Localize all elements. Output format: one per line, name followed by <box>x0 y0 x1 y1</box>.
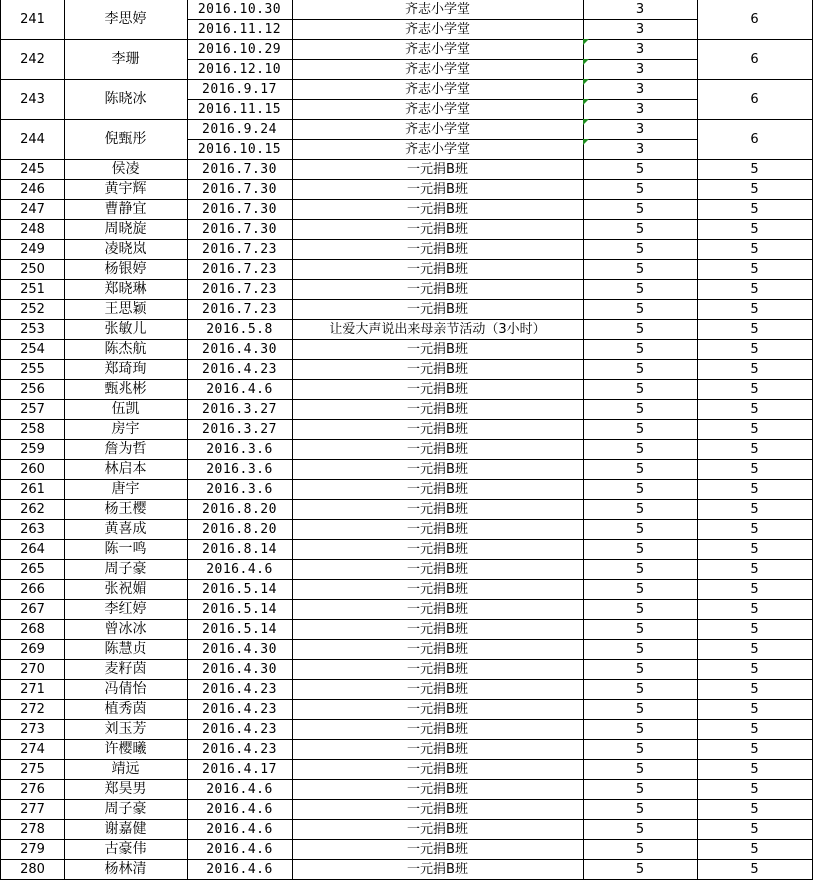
row-number-cell[interactable]: 265 <box>0 559 65 580</box>
name-cell[interactable]: 许樱曦 <box>64 739 188 760</box>
activity-cell[interactable]: 一元捐B班 <box>292 639 584 660</box>
activity-cell[interactable]: 一元捐B班 <box>292 459 584 480</box>
hours-cell[interactable]: 5 <box>583 199 698 220</box>
activity-cell[interactable]: 一元捐B班 <box>292 179 584 200</box>
total-hours-cell[interactable]: 5 <box>697 519 813 540</box>
name-cell[interactable]: 杨王樱 <box>64 499 188 520</box>
hours-cell[interactable]: 5 <box>583 719 698 740</box>
hours-cell[interactable]: 3 <box>583 139 698 160</box>
row-number-cell[interactable]: 263 <box>0 519 65 540</box>
name-cell[interactable]: 靖远 <box>64 759 188 780</box>
total-hours-cell[interactable]: 5 <box>697 339 813 360</box>
hours-cell[interactable]: 5 <box>583 319 698 340</box>
row-number-cell[interactable]: 267 <box>0 599 65 620</box>
activity-cell[interactable]: 一元捐B班 <box>292 599 584 620</box>
row-number-cell[interactable]: 278 <box>0 819 65 840</box>
date-cell[interactable]: 2016.5.14 <box>187 579 293 600</box>
name-cell[interactable]: 张敏儿 <box>64 319 188 340</box>
name-cell[interactable]: 郑昊男 <box>64 779 188 800</box>
hours-cell[interactable]: 5 <box>583 159 698 180</box>
date-cell[interactable]: 2016.4.6 <box>187 859 293 880</box>
activity-cell[interactable]: 一元捐B班 <box>292 339 584 360</box>
hours-cell[interactable]: 5 <box>583 599 698 620</box>
name-cell[interactable]: 张祝媚 <box>64 579 188 600</box>
hours-cell[interactable]: 5 <box>583 559 698 580</box>
date-cell[interactable]: 2016.3.27 <box>187 419 293 440</box>
total-hours-cell[interactable]: 5 <box>697 359 813 380</box>
activity-cell[interactable]: 一元捐B班 <box>292 859 584 880</box>
name-cell[interactable]: 林启本 <box>64 459 188 480</box>
name-cell[interactable]: 陈一鸣 <box>64 539 188 560</box>
activity-cell[interactable]: 一元捐B班 <box>292 239 584 260</box>
total-hours-cell[interactable]: 5 <box>697 779 813 800</box>
hours-cell[interactable]: 5 <box>583 839 698 860</box>
row-number-cell[interactable]: 276 <box>0 779 65 800</box>
row-number-cell[interactable]: 277 <box>0 799 65 820</box>
activity-cell[interactable]: 一元捐B班 <box>292 539 584 560</box>
name-cell[interactable]: 李红婷 <box>64 599 188 620</box>
activity-cell[interactable]: 一元捐B班 <box>292 799 584 820</box>
total-hours-cell[interactable]: 5 <box>697 559 813 580</box>
row-number-cell[interactable]: 246 <box>0 179 65 200</box>
date-cell[interactable]: 2016.7.30 <box>187 199 293 220</box>
hours-cell[interactable]: 5 <box>583 279 698 300</box>
activity-cell[interactable]: 齐志小学堂 <box>292 59 584 80</box>
activity-cell[interactable]: 一元捐B班 <box>292 579 584 600</box>
hours-cell[interactable]: 5 <box>583 259 698 280</box>
name-cell[interactable]: 植秀茵 <box>64 699 188 720</box>
activity-cell[interactable]: 一元捐B班 <box>292 299 584 320</box>
total-hours-cell[interactable]: 5 <box>697 699 813 720</box>
name-cell[interactable]: 谢嘉健 <box>64 819 188 840</box>
row-number-cell[interactable]: 252 <box>0 299 65 320</box>
total-hours-cell[interactable]: 5 <box>697 299 813 320</box>
total-hours-cell[interactable]: 5 <box>697 859 813 880</box>
total-hours-cell[interactable]: 5 <box>697 599 813 620</box>
activity-cell[interactable]: 齐志小学堂 <box>292 99 584 120</box>
date-cell[interactable]: 2016.4.23 <box>187 679 293 700</box>
total-hours-cell[interactable]: 5 <box>697 839 813 860</box>
total-hours-cell[interactable]: 5 <box>697 259 813 280</box>
total-hours-cell[interactable]: 5 <box>697 439 813 460</box>
total-hours-cell[interactable]: 5 <box>697 759 813 780</box>
name-cell[interactable]: 古豪伟 <box>64 839 188 860</box>
total-hours-cell[interactable]: 5 <box>697 819 813 840</box>
date-cell[interactable]: 2016.4.23 <box>187 699 293 720</box>
row-number-cell[interactable]: 257 <box>0 399 65 420</box>
total-hours-cell[interactable]: 5 <box>697 499 813 520</box>
date-cell[interactable]: 2016.4.17 <box>187 759 293 780</box>
name-cell[interactable]: 曹静宜 <box>64 199 188 220</box>
row-number-cell[interactable]: 243 <box>0 79 65 120</box>
hours-cell[interactable]: 5 <box>583 799 698 820</box>
date-cell[interactable]: 2016.4.6 <box>187 379 293 400</box>
row-number-cell[interactable]: 271 <box>0 679 65 700</box>
row-number-cell[interactable]: 260 <box>0 459 65 480</box>
activity-cell[interactable]: 一元捐B班 <box>292 219 584 240</box>
hours-cell[interactable]: 5 <box>583 179 698 200</box>
hours-cell[interactable]: 5 <box>583 339 698 360</box>
total-hours-cell[interactable]: 5 <box>697 159 813 180</box>
date-cell[interactable]: 2016.4.30 <box>187 339 293 360</box>
name-cell[interactable]: 侯凌 <box>64 159 188 180</box>
date-cell[interactable]: 2016.7.23 <box>187 239 293 260</box>
row-number-cell[interactable]: 253 <box>0 319 65 340</box>
row-number-cell[interactable]: 244 <box>0 119 65 160</box>
row-number-cell[interactable]: 251 <box>0 279 65 300</box>
activity-cell[interactable]: 一元捐B班 <box>292 739 584 760</box>
row-number-cell[interactable]: 256 <box>0 379 65 400</box>
hours-cell[interactable]: 5 <box>583 379 698 400</box>
name-cell[interactable]: 李思婷 <box>64 0 188 40</box>
activity-cell[interactable]: 让爱大声说出来母亲节活动（3小时） <box>292 319 584 340</box>
date-cell[interactable]: 2016.4.6 <box>187 799 293 820</box>
hours-cell[interactable]: 5 <box>583 419 698 440</box>
hours-cell[interactable]: 5 <box>583 439 698 460</box>
date-cell[interactable]: 2016.7.23 <box>187 299 293 320</box>
hours-cell[interactable]: 3 <box>583 79 698 100</box>
name-cell[interactable]: 唐宇 <box>64 479 188 500</box>
total-hours-cell[interactable]: 6 <box>697 0 813 40</box>
date-cell[interactable]: 2016.9.17 <box>187 79 293 100</box>
total-hours-cell[interactable]: 5 <box>697 179 813 200</box>
activity-cell[interactable]: 一元捐B班 <box>292 399 584 420</box>
date-cell[interactable]: 2016.4.6 <box>187 839 293 860</box>
name-cell[interactable]: 杨银婷 <box>64 259 188 280</box>
activity-cell[interactable]: 一元捐B班 <box>292 619 584 640</box>
date-cell[interactable]: 2016.4.30 <box>187 639 293 660</box>
name-cell[interactable]: 詹为哲 <box>64 439 188 460</box>
date-cell[interactable]: 2016.12.10 <box>187 59 293 80</box>
hours-cell[interactable]: 3 <box>583 59 698 80</box>
date-cell[interactable]: 2016.8.20 <box>187 519 293 540</box>
activity-cell[interactable]: 一元捐B班 <box>292 519 584 540</box>
hours-cell[interactable]: 5 <box>583 779 698 800</box>
activity-cell[interactable]: 一元捐B班 <box>292 439 584 460</box>
hours-cell[interactable]: 5 <box>583 219 698 240</box>
hours-cell[interactable]: 5 <box>583 679 698 700</box>
hours-cell[interactable]: 5 <box>583 859 698 880</box>
name-cell[interactable]: 倪甄彤 <box>64 119 188 160</box>
hours-cell[interactable]: 5 <box>583 399 698 420</box>
row-number-cell[interactable]: 245 <box>0 159 65 180</box>
row-number-cell[interactable]: 280 <box>0 859 65 880</box>
total-hours-cell[interactable]: 5 <box>697 459 813 480</box>
row-number-cell[interactable]: 273 <box>0 719 65 740</box>
name-cell[interactable]: 郑晓琳 <box>64 279 188 300</box>
total-hours-cell[interactable]: 5 <box>697 399 813 420</box>
activity-cell[interactable]: 一元捐B班 <box>292 259 584 280</box>
row-number-cell[interactable]: 250 <box>0 259 65 280</box>
row-number-cell[interactable]: 249 <box>0 239 65 260</box>
activity-cell[interactable]: 一元捐B班 <box>292 659 584 680</box>
total-hours-cell[interactable]: 5 <box>697 319 813 340</box>
date-cell[interactable]: 2016.8.20 <box>187 499 293 520</box>
row-number-cell[interactable]: 270 <box>0 659 65 680</box>
total-hours-cell[interactable]: 5 <box>697 479 813 500</box>
name-cell[interactable]: 陈杰航 <box>64 339 188 360</box>
date-cell[interactable]: 2016.7.30 <box>187 179 293 200</box>
hours-cell[interactable]: 5 <box>583 499 698 520</box>
name-cell[interactable]: 房宇 <box>64 419 188 440</box>
hours-cell[interactable]: 3 <box>583 19 698 40</box>
activity-cell[interactable]: 一元捐B班 <box>292 699 584 720</box>
date-cell[interactable]: 2016.11.15 <box>187 99 293 120</box>
name-cell[interactable]: 王思颖 <box>64 299 188 320</box>
total-hours-cell[interactable]: 5 <box>697 579 813 600</box>
name-cell[interactable]: 陈晓冰 <box>64 79 188 120</box>
row-number-cell[interactable]: 269 <box>0 639 65 660</box>
row-number-cell[interactable]: 258 <box>0 419 65 440</box>
name-cell[interactable]: 周子豪 <box>64 799 188 820</box>
row-number-cell[interactable]: 266 <box>0 579 65 600</box>
hours-cell[interactable]: 5 <box>583 459 698 480</box>
row-number-cell[interactable]: 261 <box>0 479 65 500</box>
date-cell[interactable]: 2016.7.30 <box>187 219 293 240</box>
date-cell[interactable]: 2016.4.6 <box>187 779 293 800</box>
activity-cell[interactable]: 齐志小学堂 <box>292 119 584 140</box>
date-cell[interactable]: 2016.4.23 <box>187 719 293 740</box>
activity-cell[interactable]: 齐志小学堂 <box>292 39 584 60</box>
activity-cell[interactable]: 齐志小学堂 <box>292 79 584 100</box>
name-cell[interactable]: 伍凯 <box>64 399 188 420</box>
row-number-cell[interactable]: 275 <box>0 759 65 780</box>
activity-cell[interactable]: 一元捐B班 <box>292 779 584 800</box>
total-hours-cell[interactable]: 5 <box>697 719 813 740</box>
date-cell[interactable]: 2016.3.27 <box>187 399 293 420</box>
date-cell[interactable]: 2016.5.14 <box>187 599 293 620</box>
total-hours-cell[interactable]: 5 <box>697 619 813 640</box>
name-cell[interactable]: 麦籽茵 <box>64 659 188 680</box>
date-cell[interactable]: 2016.7.30 <box>187 159 293 180</box>
row-number-cell[interactable]: 264 <box>0 539 65 560</box>
hours-cell[interactable]: 5 <box>583 699 698 720</box>
row-number-cell[interactable]: 248 <box>0 219 65 240</box>
date-cell[interactable]: 2016.4.30 <box>187 659 293 680</box>
row-number-cell[interactable]: 254 <box>0 339 65 360</box>
total-hours-cell[interactable]: 5 <box>697 539 813 560</box>
row-number-cell[interactable]: 268 <box>0 619 65 640</box>
row-number-cell[interactable]: 272 <box>0 699 65 720</box>
date-cell[interactable]: 2016.7.23 <box>187 259 293 280</box>
activity-cell[interactable]: 一元捐B班 <box>292 679 584 700</box>
hours-cell[interactable]: 3 <box>583 119 698 140</box>
hours-cell[interactable]: 5 <box>583 239 698 260</box>
total-hours-cell[interactable]: 6 <box>697 39 813 80</box>
total-hours-cell[interactable]: 5 <box>697 659 813 680</box>
activity-cell[interactable]: 一元捐B班 <box>292 559 584 580</box>
name-cell[interactable]: 李珊 <box>64 39 188 80</box>
date-cell[interactable]: 2016.4.23 <box>187 739 293 760</box>
activity-cell[interactable]: 一元捐B班 <box>292 819 584 840</box>
hours-cell[interactable]: 3 <box>583 39 698 60</box>
hours-cell[interactable]: 5 <box>583 299 698 320</box>
activity-cell[interactable]: 一元捐B班 <box>292 159 584 180</box>
name-cell[interactable]: 郑琦珣 <box>64 359 188 380</box>
hours-cell[interactable]: 5 <box>583 659 698 680</box>
activity-cell[interactable]: 一元捐B班 <box>292 719 584 740</box>
name-cell[interactable]: 冯倩怡 <box>64 679 188 700</box>
name-cell[interactable]: 曾冰冰 <box>64 619 188 640</box>
name-cell[interactable]: 周晓旋 <box>64 219 188 240</box>
row-number-cell[interactable]: 274 <box>0 739 65 760</box>
total-hours-cell[interactable]: 5 <box>697 239 813 260</box>
total-hours-cell[interactable]: 6 <box>697 119 813 160</box>
hours-cell[interactable]: 5 <box>583 479 698 500</box>
activity-cell[interactable]: 一元捐B班 <box>292 379 584 400</box>
name-cell[interactable]: 刘玉芳 <box>64 719 188 740</box>
date-cell[interactable]: 2016.3.6 <box>187 479 293 500</box>
total-hours-cell[interactable]: 5 <box>697 639 813 660</box>
row-number-cell[interactable]: 279 <box>0 839 65 860</box>
row-number-cell[interactable]: 259 <box>0 439 65 460</box>
date-cell[interactable]: 2016.7.23 <box>187 279 293 300</box>
hours-cell[interactable]: 5 <box>583 359 698 380</box>
hours-cell[interactable]: 5 <box>583 539 698 560</box>
total-hours-cell[interactable]: 5 <box>697 199 813 220</box>
total-hours-cell[interactable]: 6 <box>697 79 813 120</box>
date-cell[interactable]: 2016.5.8 <box>187 319 293 340</box>
date-cell[interactable]: 2016.4.6 <box>187 819 293 840</box>
date-cell[interactable]: 2016.8.14 <box>187 539 293 560</box>
row-number-cell[interactable]: 242 <box>0 39 65 80</box>
name-cell[interactable]: 杨林清 <box>64 859 188 880</box>
date-cell[interactable]: 2016.5.14 <box>187 619 293 640</box>
activity-cell[interactable]: 一元捐B班 <box>292 419 584 440</box>
hours-cell[interactable]: 5 <box>583 739 698 760</box>
activity-cell[interactable]: 齐志小学堂 <box>292 139 584 160</box>
hours-cell[interactable]: 5 <box>583 819 698 840</box>
hours-cell[interactable]: 5 <box>583 579 698 600</box>
row-number-cell[interactable]: 255 <box>0 359 65 380</box>
activity-cell[interactable]: 齐志小学堂 <box>292 19 584 40</box>
name-cell[interactable]: 凌晓岚 <box>64 239 188 260</box>
date-cell[interactable]: 2016.9.24 <box>187 119 293 140</box>
hours-cell[interactable]: 5 <box>583 759 698 780</box>
date-cell[interactable]: 2016.10.15 <box>187 139 293 160</box>
date-cell[interactable]: 2016.4.6 <box>187 559 293 580</box>
hours-cell[interactable]: 3 <box>583 0 698 20</box>
activity-cell[interactable]: 一元捐B班 <box>292 279 584 300</box>
activity-cell[interactable]: 一元捐B班 <box>292 479 584 500</box>
name-cell[interactable]: 黄喜成 <box>64 519 188 540</box>
name-cell[interactable]: 黄宇辉 <box>64 179 188 200</box>
row-number-cell[interactable]: 262 <box>0 499 65 520</box>
name-cell[interactable]: 甄兆彬 <box>64 379 188 400</box>
total-hours-cell[interactable]: 5 <box>697 279 813 300</box>
hours-cell[interactable]: 3 <box>583 99 698 120</box>
total-hours-cell[interactable]: 5 <box>697 219 813 240</box>
date-cell[interactable]: 2016.10.29 <box>187 39 293 60</box>
activity-cell[interactable]: 一元捐B班 <box>292 759 584 780</box>
activity-cell[interactable]: 一元捐B班 <box>292 839 584 860</box>
date-cell[interactable]: 2016.11.12 <box>187 19 293 40</box>
activity-cell[interactable]: 齐志小学堂 <box>292 0 584 20</box>
date-cell[interactable]: 2016.3.6 <box>187 439 293 460</box>
name-cell[interactable]: 周子豪 <box>64 559 188 580</box>
date-cell[interactable]: 2016.3.6 <box>187 459 293 480</box>
row-number-cell[interactable]: 241 <box>0 0 65 40</box>
activity-cell[interactable]: 一元捐B班 <box>292 359 584 380</box>
hours-cell[interactable]: 5 <box>583 519 698 540</box>
date-cell[interactable]: 2016.4.23 <box>187 359 293 380</box>
hours-cell[interactable]: 5 <box>583 619 698 640</box>
total-hours-cell[interactable]: 5 <box>697 679 813 700</box>
total-hours-cell[interactable]: 5 <box>697 799 813 820</box>
activity-cell[interactable]: 一元捐B班 <box>292 499 584 520</box>
row-number-cell[interactable]: 247 <box>0 199 65 220</box>
total-hours-cell[interactable]: 5 <box>697 739 813 760</box>
total-hours-cell[interactable]: 5 <box>697 419 813 440</box>
activity-cell[interactable]: 一元捐B班 <box>292 199 584 220</box>
name-cell[interactable]: 陈慧贞 <box>64 639 188 660</box>
hours-cell[interactable]: 5 <box>583 639 698 660</box>
date-cell[interactable]: 2016.10.30 <box>187 0 293 20</box>
total-hours-cell[interactable]: 5 <box>697 379 813 400</box>
